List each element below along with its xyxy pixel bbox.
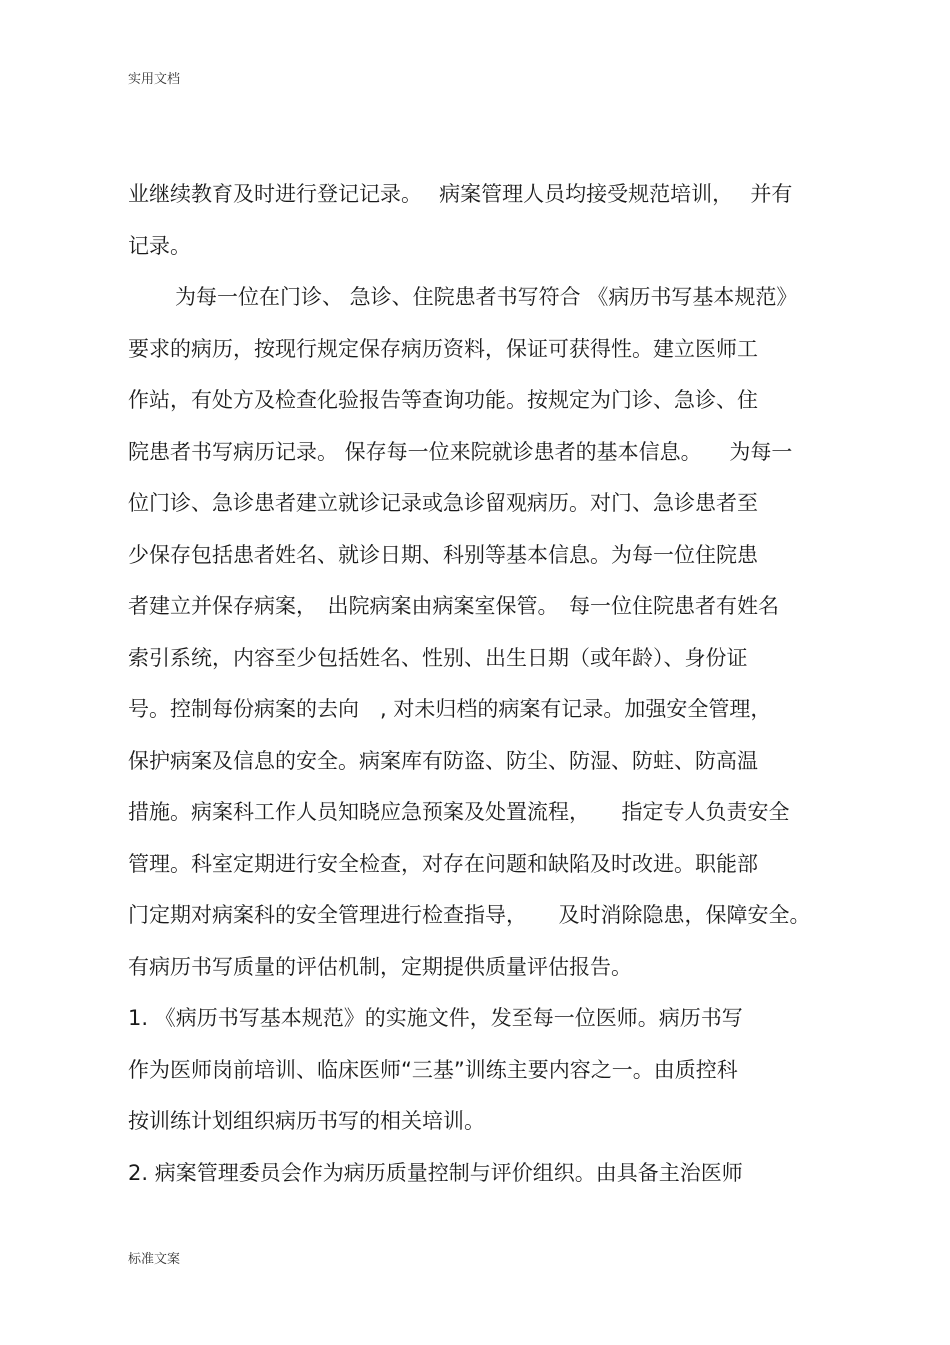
text-line: 要求的病历，按现行规定保存病历资料，保证可获得性。建立医师工 [128, 336, 758, 361]
text-line: 有病历书写质量的评估机制，定期提供质量评估报告。 [128, 954, 632, 979]
text-line: 业继续教育及时进行登记记录。 病案管理人员均接受规范培训， 并有 [128, 182, 793, 206]
page-header: 实用文档 [128, 72, 181, 87]
text-line: 位门诊、急诊患者建立就诊记录或急诊留观病历。对门、急诊患者至 [128, 491, 758, 515]
numbered-item-2: 2. 病案管理委员会作为病历质量控制与评价组织。由具备主治医师 [128, 1160, 743, 1185]
text-line: 按训练计划组织病历书写的相关培训。 [128, 1109, 485, 1133]
document-body [128, 176, 848, 1206]
numbered-item-1: 1. 《病历书写基本规范》的实施文件，发至每一位医师。病历书写 [128, 1006, 743, 1030]
page-footer: 标准文案 [128, 1252, 181, 1267]
text-line: 记录。 [128, 233, 191, 258]
text-line: 作站，有处方及检查化验报告等查询功能。按规定为门诊、急诊、住 [128, 388, 758, 412]
text-line: 号。控制每份病案的去向 , 对未归档的病案有记录。加强安全管理， [128, 697, 772, 721]
text-line: 索引系统，内容至少包括姓名、性别、出生日期（或年龄）、身份证 [128, 645, 748, 670]
text-line: 保护病案及信息的安全。病案库有防盗、防尘、防湿、防蛀、防高温 [128, 748, 758, 773]
paragraph-start-line: 为每一位在门诊、 急诊、住院患者书写符合 《病历书写基本规范》 [175, 285, 798, 309]
text-line: 措施。病案科工作人员知晓应急预案及处置流程， 指定专人负责安全 [128, 800, 790, 824]
text-line: 管理。科室定期进行安全检查，对存在问题和缺陷及时改进。职能部 [128, 851, 758, 876]
text-line: 者建立并保存病案， 出院病案由病案室保管。 每一位住院患者有姓名 [128, 594, 779, 618]
text-line: 作为医师岗前培训、临床医师“三基”训练主要内容之一。由质控科 [128, 1057, 738, 1082]
text-line: 门定期对病案科的安全管理进行检查指导， 及时消除隐患，保障安全。 [128, 903, 811, 927]
text-line: 少保存包括患者姓名、就诊日期、科别等基本信息。为每一位住院患 [128, 542, 758, 567]
text-line: 院患者书写病历记录。 保存每一位来院就诊患者的基本信息。 为每一 [128, 439, 793, 464]
